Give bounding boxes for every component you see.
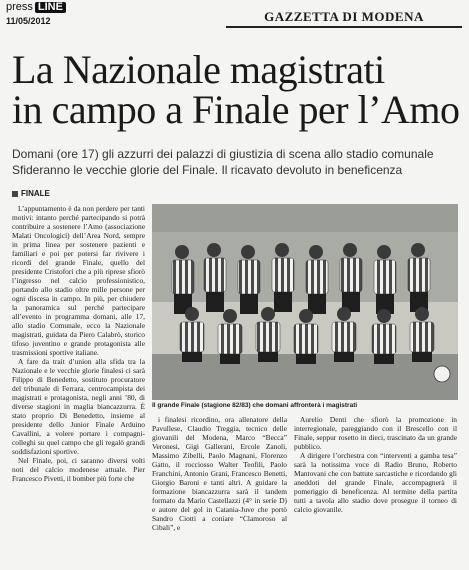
section-square-icon	[12, 191, 18, 197]
masthead-rule	[226, 26, 462, 28]
article-column-2	[152, 415, 287, 565]
subhead-line-2: Sfideranno le vecchie glorie del Finale. Il ricavato devoluto in beneficenza	[12, 163, 403, 177]
col1-paragraph-1: L’appuntamento è da non perdere per tanti motivi: intanto perché partecipando si potrà contribuire a sostenere l’Amo (associazione Malati Oncologici) dell’Area Nord, sempre in prima linea per sostenere pazienti e familiari e poi per potersi far rivivere i ricordi del grande Finale, quello del presidente Cristofori che a più riprese sfiorò l’ingresso nel calcio professionistico, portando allo stadio oltre mille persone per ogni discesa in campo. In più, per chiudere la panoramica sul perché partecipare all’evento in programma domani, alle 17, allo stadio Comunale, ecco la Nazionale magistrati, guidata da Piero Calabrò, storico tifoso juventino e grande protagonista alle trasmissioni sportive italiane.	[12, 204, 145, 357]
publication-date: 11/05/2012	[6, 16, 51, 26]
headline-line-2: in campo a Finale per l’Amo	[12, 87, 460, 132]
section-label-text: FINALE	[21, 189, 50, 198]
col3-paragraph-1: Aurelio Denti che sfiorò la promozione in interregionale, pareggiando con il Brescello con il Finale, seppur rosetto in dieci, trascinato da un grande pubblico.	[294, 415, 457, 451]
team-photo-image	[152, 204, 458, 400]
section-label	[12, 189, 50, 198]
article-column-1	[12, 204, 145, 564]
headline-line-1: La Nazionale magistrati	[12, 47, 385, 92]
newspaper-masthead: GAZZETTA DI MODENA	[264, 9, 424, 24]
col3-paragraph-2: A dirigere l’orchestra con “interventi a gamba tesa” sarà la notissima voce di Radio Bruno, Roberto Mantovani che con battute sarcastiche e ricordando gli aneddoti del grande Finale, accompagnerà il pomeriggio di beneficenza. Al termine della partita tutti a tavola allo stadio dove prosegue il torneo di calcio giovanile.	[294, 451, 457, 514]
col1-paragraph-3: Nel Finale, poi, ci saranno diversi volti noti del calcio modenese attuale. Pier Francesco Pivetti, il bomber più forte che	[12, 456, 145, 483]
brand-press: press	[6, 1, 33, 13]
subhead-line-1: Domani (ore 17) gli azzurri dei palazzi di giustizia di scena allo stadio comunale	[12, 147, 434, 161]
article-subhead	[12, 146, 462, 178]
col2-paragraph-1: i finalesi ricordino, ora allenatore della Pavullese, Claudio Treggia, tecnico delle giovanili del Modena, Marco “Becca” Veronesi, Gigi Gallerani, Ercole Zanoli, Massimo Zibelli, Paolo Magnani, Florenzo Gatto, il rocciosso Walter Teofili, Paolo Franchini, Antonio Grani, Francesco Benetti, Giorgio Baroni e tanti altri. A guidare la formazione biancazzurra sarà il tandem formato da Mario Castellazzi (4° in serie D) e autore del gol in Catania-Juve che portò Sandro Ciotti a coniare “Clamoroso al Cibali”, e	[152, 415, 287, 532]
team-photo	[152, 204, 458, 400]
article-column-3	[294, 415, 457, 565]
article-headline	[12, 47, 462, 132]
pressline-logo	[6, 2, 66, 13]
page-header	[0, 0, 469, 40]
col1-paragraph-2: A fare da trait d’union alla sfida tra la Nazionale e le vecchie glorie finalesi ci sarà Filippo di Benedetto, sostituto procuratore del tribunale di Ferrara, centrocampista dei magistrati e protagonista, negli anni ’80, di diverse stagioni in maglia biancazzurra. È stato proprio Di Benedetto, insieme al presidente dello Junior Finale Arduino Cavallini, a volere portare i compagni-colleghi su quel campo che gli regalò grandi soddisfazioni sportive.	[12, 357, 145, 456]
photo-caption: Il grande Finale (stagione 82/83) che domani affronterà i magistrati	[152, 402, 358, 409]
brand-line: LINE	[35, 2, 66, 13]
